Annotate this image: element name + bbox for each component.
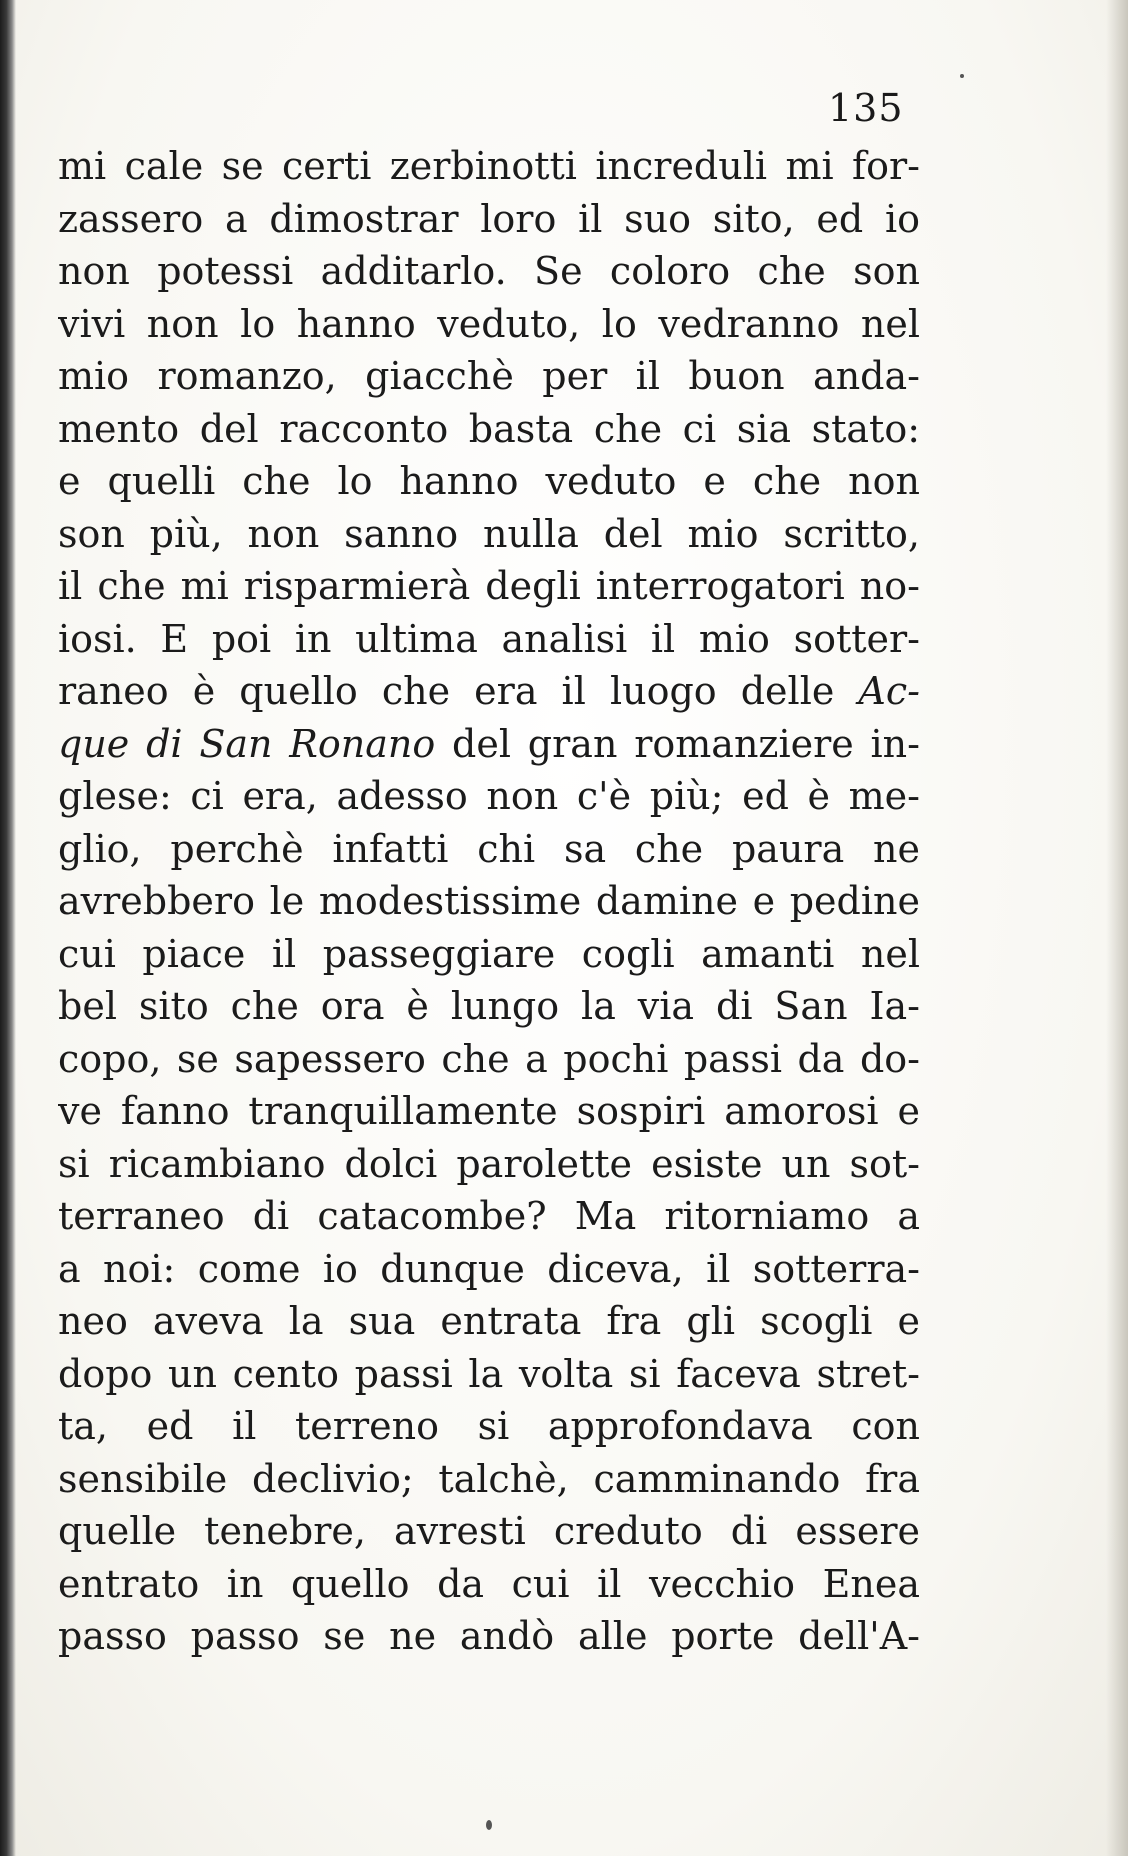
text-line bbox=[58, 875, 920, 928]
text-segment: entrato in quello da cui il vecchio Enea bbox=[58, 1561, 920, 1606]
text-line-content bbox=[58, 823, 920, 876]
text-line bbox=[58, 1138, 920, 1191]
text-line bbox=[58, 1085, 920, 1138]
text-segment: iosi. E poi in ultima analisi il mio sotter- bbox=[58, 616, 920, 661]
text-segment: vivi non lo hanno veduto, lo vedranno nel bbox=[58, 301, 920, 346]
text-line bbox=[58, 665, 920, 718]
text-line-content bbox=[58, 1505, 920, 1558]
text-line-content bbox=[58, 770, 920, 823]
text-line-content bbox=[58, 1295, 920, 1348]
text-line-content bbox=[58, 193, 920, 246]
text-segment: neo aveva la sua entrata fra gli scogli e bbox=[58, 1299, 920, 1343]
text-line-content bbox=[58, 560, 920, 613]
text-segment: raneo è quello che era il luogo delle bbox=[58, 669, 859, 713]
text-segment: mio romanzo, giacchè per il buon anda- bbox=[58, 354, 920, 398]
text-line bbox=[58, 1190, 920, 1243]
text-line-content bbox=[58, 350, 920, 403]
text-line-content bbox=[58, 665, 920, 718]
binding-edge bbox=[0, 0, 16, 1856]
text-line bbox=[58, 980, 920, 1033]
text-line-content bbox=[58, 1453, 920, 1506]
text-segment: e quelli che lo hanno veduto e che non bbox=[58, 459, 920, 503]
text-segment: il che mi risparmierà degli interrogatori no- bbox=[58, 564, 920, 608]
text-line bbox=[58, 508, 920, 561]
text-line bbox=[58, 1558, 920, 1611]
text-line bbox=[58, 823, 920, 876]
text-segment: ve fanno tranquillamente sospiri amorosi e bbox=[58, 1089, 920, 1133]
text-line bbox=[58, 1453, 920, 1506]
text-segment: glio, perchè infatti chi sa che paura ne bbox=[58, 826, 920, 871]
text-line-content bbox=[58, 1138, 920, 1191]
text-line-content bbox=[58, 1033, 920, 1086]
text-line-content bbox=[58, 928, 920, 981]
text-line-content bbox=[58, 1085, 920, 1138]
text-segment: glese: ci era, adesso non c'è più; ed è me- bbox=[58, 774, 920, 818]
page-number: 135 bbox=[828, 86, 904, 130]
text-line-content bbox=[58, 508, 920, 561]
text-segment: quelle tenebre, avresti creduto di essere bbox=[58, 1509, 920, 1553]
text-segment: mento del racconto basta che ci sia stato: bbox=[58, 406, 920, 451]
text-line bbox=[58, 1033, 920, 1086]
text-segment: a noi: come io dunque diceva, il sotterra- bbox=[58, 1246, 920, 1291]
text-segment: non potessi additarlo. Se coloro che son bbox=[58, 249, 920, 293]
text-segment: bel sito che ora è lungo la via di San Ia- bbox=[58, 984, 920, 1028]
text-segment: passo passo se ne andò alle porte dell'A- bbox=[58, 1614, 920, 1658]
page-edge-shadow bbox=[1106, 0, 1128, 1856]
text-line-content bbox=[58, 718, 920, 771]
text-line bbox=[58, 403, 920, 456]
text-segment: mi cale se certi zerbinotti increduli mi for- bbox=[58, 144, 920, 188]
text-segment: sensibile declivio; talchè, camminando fra bbox=[58, 1456, 920, 1501]
text-line bbox=[58, 455, 920, 508]
text-segment: terraneo di catacombe? Ma ritorniamo a bbox=[58, 1194, 920, 1238]
text-line bbox=[58, 140, 920, 193]
ink-speck bbox=[486, 1820, 492, 1830]
text-segment: del gran romanziere in- bbox=[435, 721, 920, 766]
text-line bbox=[58, 350, 920, 403]
text-line-content bbox=[58, 455, 920, 508]
text-line bbox=[58, 718, 920, 771]
italic-title-segment: Ac- bbox=[858, 669, 920, 713]
text-line bbox=[58, 193, 920, 246]
text-line-content bbox=[58, 1190, 920, 1243]
text-segment: ta, ed il terreno si approfondava con bbox=[58, 1404, 920, 1448]
text-line-content bbox=[58, 403, 920, 456]
text-line bbox=[58, 560, 920, 613]
text-line bbox=[58, 770, 920, 823]
ink-speck bbox=[960, 74, 964, 78]
text-segment: zassero a dimostrar loro il suo sito, ed io bbox=[58, 196, 920, 241]
text-line bbox=[58, 1295, 920, 1348]
text-line bbox=[58, 928, 920, 981]
text-line bbox=[58, 613, 920, 666]
text-line-content bbox=[58, 1348, 920, 1401]
text-line-content bbox=[58, 1558, 920, 1611]
text-line bbox=[58, 1505, 920, 1558]
text-segment: si ricambiano dolci parolette esiste un sot- bbox=[58, 1141, 920, 1186]
text-line-content bbox=[58, 1400, 920, 1453]
text-segment: avrebbero le modestissime damine e pedine bbox=[58, 879, 920, 923]
text-line-content bbox=[58, 298, 920, 351]
text-line bbox=[58, 245, 920, 298]
text-segment: dopo un cento passi la volta si faceva stret- bbox=[58, 1351, 920, 1396]
text-line-content bbox=[58, 613, 920, 666]
text-line-content bbox=[58, 140, 920, 193]
text-line-content bbox=[58, 1243, 920, 1296]
text-line-content bbox=[58, 980, 920, 1033]
text-segment: cui piace il passeggiare cogli amanti nel bbox=[58, 931, 920, 976]
text-line bbox=[58, 1348, 920, 1401]
text-segment: son più, non sanno nulla del mio scritto, bbox=[58, 511, 920, 556]
text-line bbox=[58, 1400, 920, 1453]
text-line bbox=[58, 298, 920, 351]
text-line bbox=[58, 1243, 920, 1296]
text-line-content bbox=[58, 875, 920, 928]
text-line bbox=[58, 1610, 920, 1663]
text-line-content bbox=[58, 1610, 920, 1663]
text-segment: copo, se sapessero che a pochi passi da do- bbox=[58, 1036, 920, 1081]
body-text bbox=[58, 140, 920, 1663]
text-line-content bbox=[58, 245, 920, 298]
italic-title-segment: que di San Ronano bbox=[58, 721, 436, 766]
